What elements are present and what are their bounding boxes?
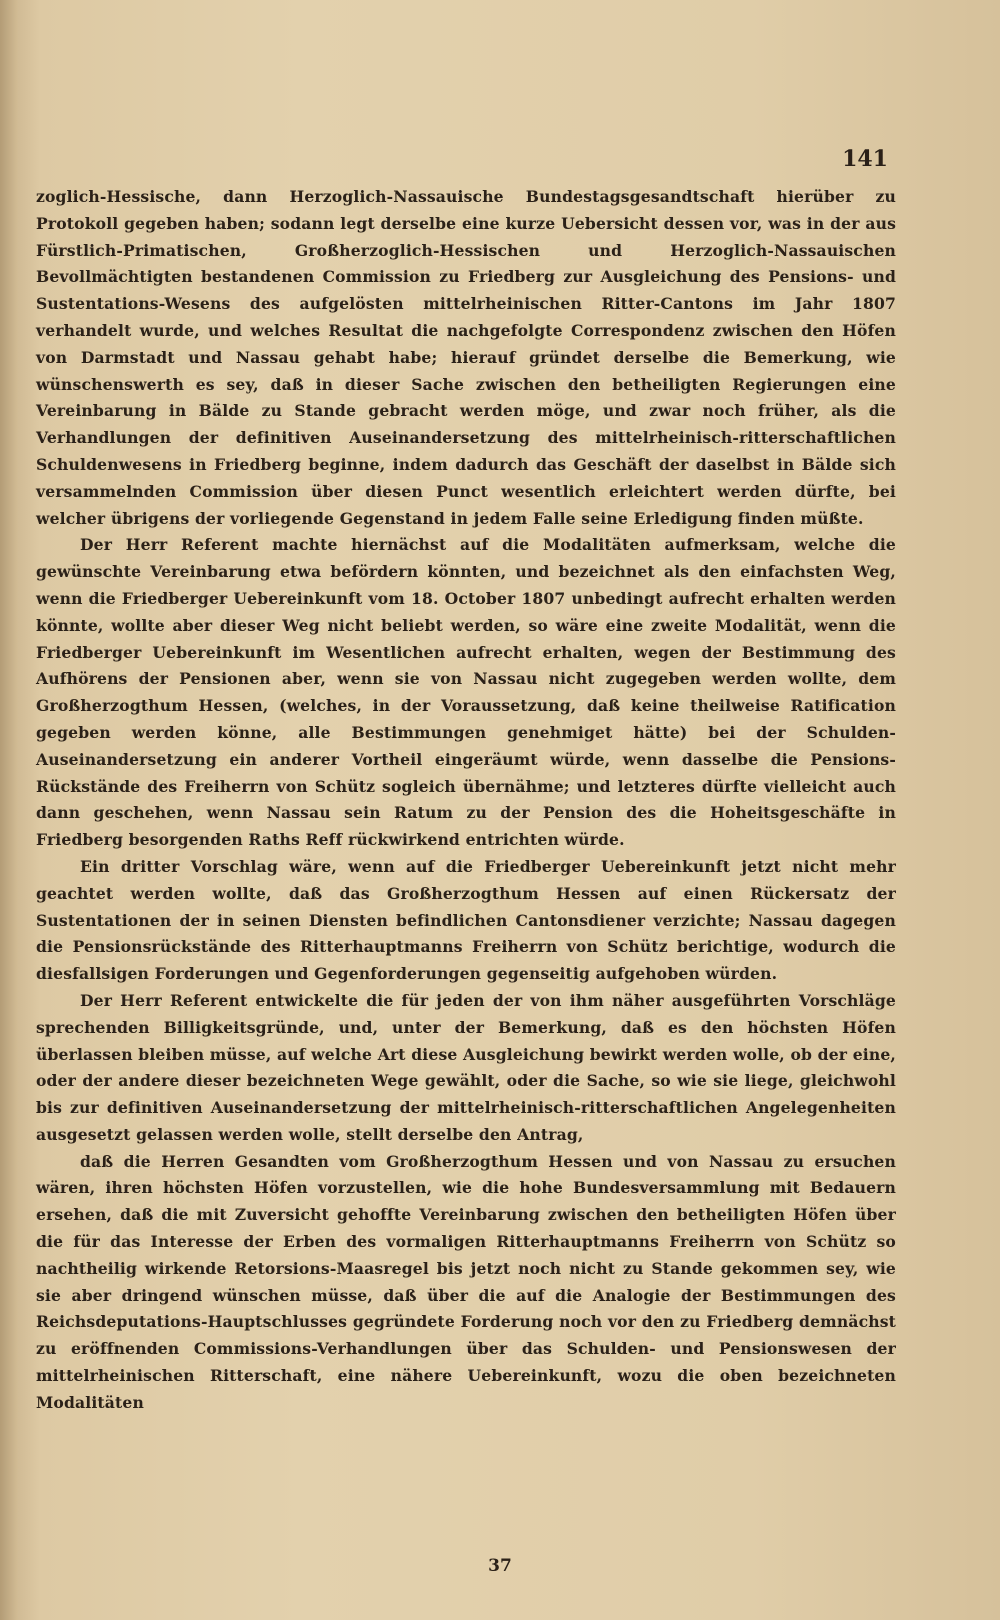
paragraph: Ein dritter Vorschlag wäre, wenn auf die Friedberger Uebereinkunft jetzt nicht mehr geachtet werden wollte, daß das Großherzogthum Hessen auf einen Rückersatz der Sustentationen der in seinen Diensten befindlichen Cantonsdiener verzichte; Nassau dagegen die Pensionsrückstände des Ritterhauptmanns Freiherrn von Schütz berichtige, wodurch die diesfallsigen Forderungen und Gegenforderungen gegenseitig aufgehoben würden. [36, 856, 896, 984]
page-edge-shadow [0, 0, 18, 1620]
paragraph: daß die Herren Gesandten vom Großherzogthum Hessen und von Nassau zu ersuchen wären, ihren höchsten Höfen vorzustellen, wie die hohe Bundesversammlung mit Bedauern ersehen, daß die mit Zuversicht gehoffte Vereinbarung zwischen den betheiligten Höfen über die für das Interesse der Erben des vormaligen Ritterhauptmanns Freiherrn von Schütz so nachtheilig wirkende Retorsions-Maasregel bis jetzt noch nicht zu Stande gekommen sey, wie sie aber dringend wünschen müsse, daß über die auf die Analogie der Bestimmungen des Reichsdeputations-Hauptschlusses gegründete Forderung noch vor den zu Friedberg demnächst zu eröffnenden Commissions-Verhandlungen über das Schulden- und Pensionswesen der mittelrheinischen Ritterschaft, eine nähere Uebereinkunft, wozu die oben bezeichneten Modalitäten [36, 1151, 896, 1412]
body-text [36, 184, 896, 1417]
printer-signature: 37 [488, 1556, 512, 1576]
page-number: 141 [842, 146, 888, 172]
paragraph: zoglich-Hessische, dann Herzoglich-Nassauische Bundestagsgesandtschaft hierüber zu Protokoll gegeben haben; sodann legt derselbe eine kurze Uebersicht dessen vor, was in der aus Fürstlich-Primatischen, Großherzoglich-Hessischen und Herzoglich-Nassauischen Bevollmächtigten bestandenen Commission zu Friedberg zur Ausgleichung des Pensions- und Sustentations-Wesens des aufgelösten mittelrheinischen Ritter-Cantons im Jahr 1807 verhandelt wurde, und welches Resultat die nachgefolgte Correspondenz zwischen den Höfen von Darmstadt und Nassau gehabt habe; hierauf gründet derselbe die Bemerkung, wie wünschenswerth es sey, daß in dieser Sache zwischen den betheiligten Regierungen eine Vereinbarung in Bälde zu Stande gebracht werden möge, und zwar noch früher, als die Verhandlungen der definitiven Auseinandersetzung des mittelrheinisch-ritterschaftlichen Schuldenwesens in Friedberg beginne, indem dadurch das Geschäft der daselbst in Bälde sich versammelnden Commission über diesen Punct wesentlich erleichtert werden dürfte, bei welcher übrigens der vorliegende Gegenstand in jedem Falle seine Erledigung finden müßte. [36, 187, 896, 528]
paragraph: Der Herr Referent entwickelte die für jeden der von ihm näher ausgeführten Vorschläge sprechenden Billigkeitsgründe, und, unter der Bemerkung, daß es den höchsten Höfen überlassen bleiben müsse, auf welche Art diese Ausgleichung bewirkt werden wolle, ob der eine, oder der andere dieser bezeichneten Wege gewählt, oder die Sache, so wie sie liege, gleichwohl bis zur definitiven Auseinandersetzung der mittelrheinisch-ritterschaftlichen Angelegenheiten ausgesetzt gelassen werden wolle, stellt derselbe den Antrag, [36, 990, 896, 1144]
paragraph: Der Herr Referent machte hiernächst auf die Modalitäten aufmerksam, welche die gewünschte Vereinbarung etwa befördern könnten, und bezeichnet als den einfachsten Weg, wenn die Friedberger Uebereinkunft vom 18. October 1807 unbedingt aufrecht erhalten werden könnte, wollte aber dieser Weg nicht beliebt werden, so wäre eine zweite Modalität, wenn die Friedberger Uebereinkunft im Wesentlichen aufrecht erhalten, wegen der Bestimmung des Aufhörens der Pensionen aber, wenn sie von Nassau nicht zugegeben werden wollte, dem Großherzogthum Hessen, (welches, in der Voraussetzung, daß keine theilweise Ratification gegeben werden könne, alle Bestimmungen genehmiget hätte) bei der Schulden-Auseinandersetzung ein anderer Vortheil eingeräumt würde, wenn dasselbe die Pensions-Rückstände des Freiherrn von Schütz sogleich übernähme; und letzteres dürfte vielleicht auch dann geschehen, wenn Nassau sein Ratum zu der Pension des die Hoheitsgeschäfte in Friedberg besorgenden Raths Reff rückwirkend entrichten würde. [36, 535, 896, 850]
